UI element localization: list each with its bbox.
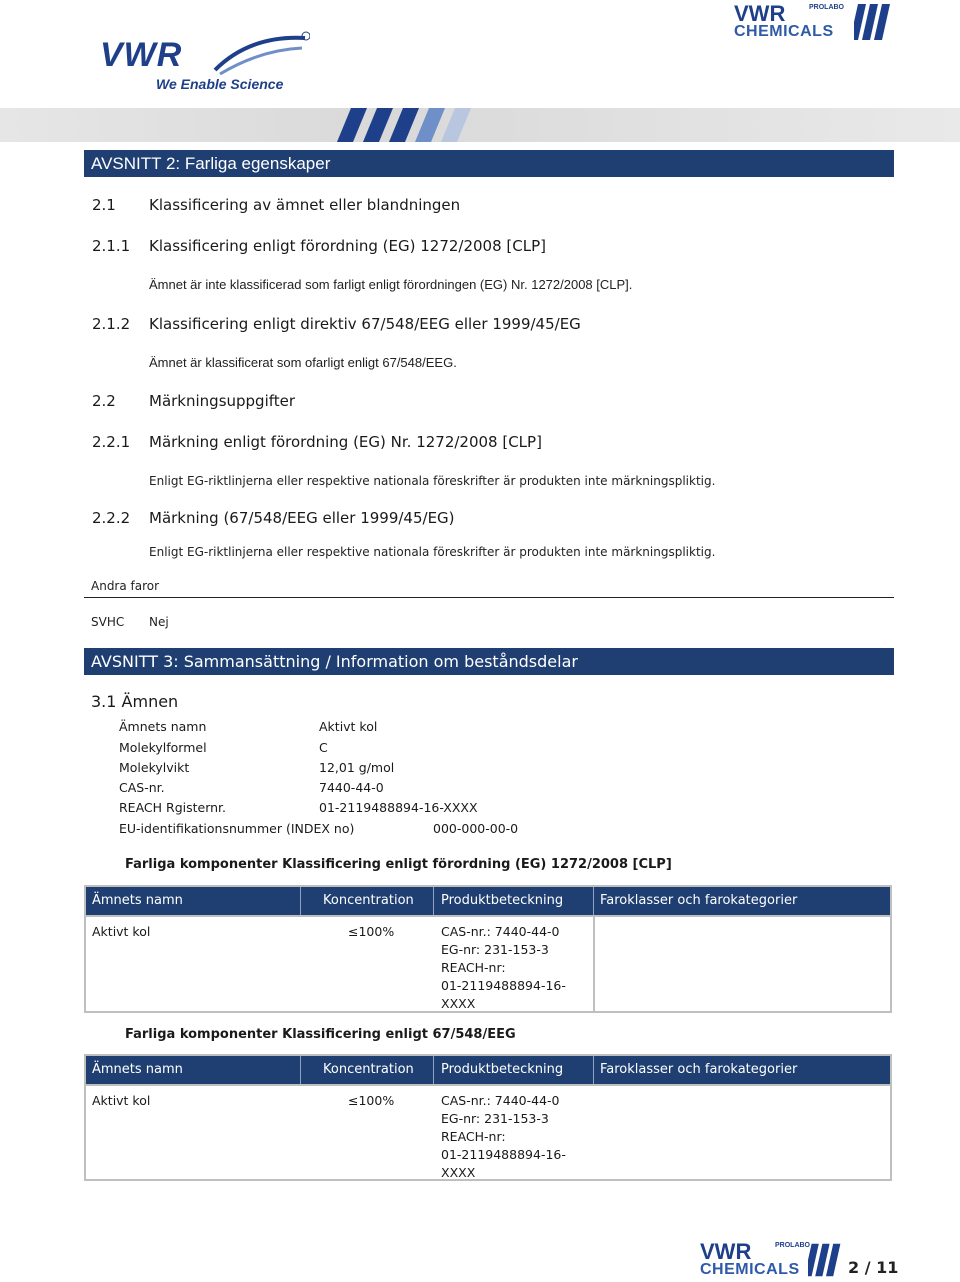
header-stripes-icon	[337, 108, 477, 142]
chem-logo-sub: CHEMICALS	[734, 23, 834, 40]
table-row	[86, 1086, 890, 1181]
substance-value: 12,01 g/mol	[319, 760, 395, 775]
cell-name: Aktivt kol	[92, 1093, 151, 1108]
svhc-value: Nej	[149, 615, 169, 629]
cell-name: Aktivt kol	[92, 924, 151, 939]
svhc-label: SVHC	[91, 615, 125, 629]
col-divider	[593, 917, 595, 1013]
substance-value: 7440-44-0	[319, 780, 384, 795]
col-header: Faroklasser och farokategorier	[600, 893, 798, 908]
col-header: Koncentration	[323, 893, 414, 908]
substance-label: Ämnets namn	[119, 719, 207, 734]
col-header: Koncentration	[323, 1062, 414, 1077]
footer-logo-main: VWR	[700, 1239, 752, 1264]
col-divider	[593, 1056, 594, 1084]
product-line: REACH-nr:	[441, 960, 506, 975]
cell-product	[441, 1092, 566, 1182]
page-number: 2 / 11	[848, 1258, 899, 1277]
product-line: EG-nr: 231-153-3	[441, 942, 549, 957]
vwr-chemicals-logo	[734, 1, 894, 42]
col-header: Produktbeteckning	[441, 893, 564, 908]
cell-concentration: ≤100%	[348, 1093, 395, 1108]
substance-label: EU-identifikationsnummer (INDEX no)	[119, 821, 355, 836]
product-line: XXXX	[441, 996, 476, 1011]
substance-label: Molekylvikt	[119, 760, 190, 775]
footer-logo-prolabo: PROLABO	[775, 1242, 810, 1249]
chem-logo-main: VWR	[734, 1, 786, 26]
section-2-bar: AVSNITT 2: Farliga egenskaper	[84, 150, 894, 177]
col-divider	[300, 1056, 301, 1084]
cell-concentration: ≤100%	[348, 924, 395, 939]
hazard-table-clp	[84, 885, 892, 1013]
product-line: XXXX	[441, 1165, 476, 1180]
s221-number: 2.2.1	[92, 433, 131, 451]
table-header	[86, 887, 890, 917]
header-band	[0, 108, 960, 142]
col-header: Ämnets namn	[92, 893, 183, 908]
s222-text: Enligt EG-riktlinjerna eller respektive nationala föreskrifter är produkten inte märkningspliktig.	[149, 545, 716, 559]
substance-label: REACH Rgisternr.	[119, 800, 227, 815]
s211-title: Klassificering enligt förordning (EG) 1272/2008 [CLP]	[149, 237, 546, 255]
s31-title: 3.1 Ämnen	[91, 692, 179, 711]
table-1-title: Farliga komponenter Klassificering enligt förordning (EG) 1272/2008 [CLP]	[125, 857, 672, 872]
footer-logo	[700, 1239, 850, 1278]
s22-number: 2.2	[92, 392, 116, 410]
product-line: CAS-nr.: 7440-44-0	[441, 924, 560, 939]
s21-title: Klassificering av ämnet eller blandningen	[149, 196, 461, 214]
vwr-tagline: We Enable Science	[156, 76, 284, 92]
s222-title: Märkning (67/548/EEG eller 1999/45/EG)	[149, 509, 455, 527]
substance-value: C	[319, 740, 328, 755]
chem-logo-prolabo: PROLABO	[809, 4, 844, 11]
footer-stripes-icon	[808, 1242, 844, 1278]
s212-title: Klassificering enligt direktiv 67/548/EEG eller 1999/45/EG	[149, 315, 581, 333]
product-line: EG-nr: 231-153-3	[441, 1111, 549, 1126]
col-header: Faroklasser och farokategorier	[600, 1062, 798, 1077]
table-header	[86, 1056, 890, 1086]
footer-logo-sub: CHEMICALS	[700, 1261, 800, 1278]
hazard-table-67-548	[84, 1054, 892, 1181]
col-divider	[433, 887, 434, 915]
col-header: Produktbeteckning	[441, 1062, 564, 1077]
col-divider	[300, 887, 301, 915]
col-divider	[593, 887, 594, 915]
s212-text: Ämnet är klassificerat som ofarligt enligt 67/548/EEG.	[149, 355, 457, 370]
cell-product	[441, 923, 566, 1013]
stripes-icon	[854, 4, 894, 40]
table-row	[86, 917, 890, 1013]
table-2-title: Farliga komponenter Klassificering enligt 67/548/EEG	[125, 1027, 516, 1042]
substance-label: CAS-nr.	[119, 780, 165, 795]
product-line: REACH-nr:	[441, 1129, 506, 1144]
s221-title: Märkning enligt förordning (EG) Nr. 1272/2008 [CLP]	[149, 433, 542, 451]
substance-value: 01-2119488894-16-XXXX	[319, 800, 478, 815]
product-line: 01-2119488894-16-	[441, 1147, 566, 1162]
s21-number: 2.1	[92, 196, 116, 214]
s221-text: Enligt EG-riktlinjerna eller respektive nationala föreskrifter är produkten inte märkningspliktig.	[149, 474, 716, 488]
s212-number: 2.1.2	[92, 315, 131, 333]
vwr-swoosh-icon	[210, 30, 310, 80]
col-divider	[433, 1056, 434, 1084]
vwr-logo-word: VWR	[100, 36, 183, 74]
vwr-logo	[100, 36, 284, 92]
s211-text: Ämnet är inte klassificerad som farligt enligt förordningen (EG) Nr. 1272/2008 [CLP].	[149, 277, 633, 292]
s211-number: 2.1.1	[92, 237, 131, 255]
section-3-bar: AVSNITT 3: Sammansättning / Information om beståndsdelar	[84, 648, 894, 675]
substance-label: Molekylformel	[119, 740, 207, 755]
s22-title: Märkningsuppgifter	[149, 392, 296, 410]
col-header: Ämnets namn	[92, 1062, 183, 1077]
s222-number: 2.2.2	[92, 509, 131, 527]
product-line: CAS-nr.: 7440-44-0	[441, 1093, 560, 1108]
divider	[84, 597, 894, 598]
substance-value: Aktivt kol	[319, 719, 378, 734]
substance-value: 000-000-00-0	[433, 821, 519, 836]
product-line: 01-2119488894-16-	[441, 978, 566, 993]
other-hazards-label: Andra faror	[91, 579, 160, 593]
